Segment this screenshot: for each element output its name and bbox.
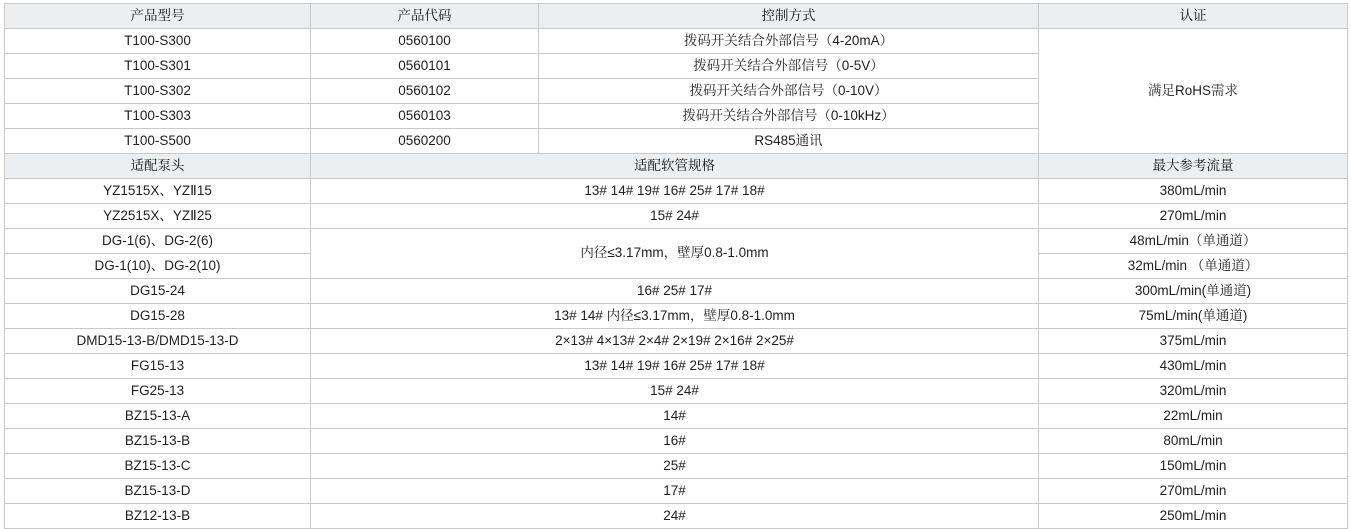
column-header-tube-spec: 适配软管规格 (311, 154, 1039, 179)
cell-certification: 满足RoHS需求 (1039, 29, 1348, 154)
column-header-max-flow: 最大参考流量 (1039, 154, 1348, 179)
cell-pump-head: BZ12-13-B (5, 504, 311, 529)
cell-pump-head: DMD15-13-B/DMD15-13-D (5, 329, 311, 354)
cell-pump-head: BZ15-13-C (5, 454, 311, 479)
cell-max-flow: 270mL/min (1039, 204, 1348, 229)
cell-pump-head: DG-1(6)、DG-2(6) (5, 229, 311, 254)
specification-table (4, 3, 1348, 529)
cell-tube-spec: 17# (311, 479, 1039, 504)
cell-code: 0560102 (311, 79, 539, 104)
cell-max-flow: 22mL/min (1039, 404, 1348, 429)
cell-pump-head: FG15-13 (5, 354, 311, 379)
cell-max-flow: 250mL/min (1039, 504, 1348, 529)
cell-tube-spec: 13# 14# 内径≤3.17mm，壁厚0.8-1.0mm (311, 304, 1039, 329)
cell-max-flow: 380mL/min (1039, 179, 1348, 204)
cell-max-flow: 270mL/min (1039, 479, 1348, 504)
cell-max-flow: 150mL/min (1039, 454, 1348, 479)
cell-control: 拨码开关结合外部信号（0-10V） (539, 79, 1039, 104)
cell-control: 拨码开关结合外部信号（0-5V） (539, 54, 1039, 79)
cell-tube-spec: 15# 24# (311, 204, 1039, 229)
cell-control: 拨码开关结合外部信号（0-10kHz） (539, 104, 1039, 129)
cell-model: T100-S303 (5, 104, 311, 129)
column-header-certification: 认证 (1039, 4, 1348, 29)
table-row (5, 479, 1348, 504)
table-row (5, 454, 1348, 479)
cell-tube-spec: 2×13# 4×13# 2×4# 2×19# 2×16# 2×25# (311, 329, 1039, 354)
cell-tube-spec: 13# 14# 19# 16# 25# 17# 18# (311, 179, 1039, 204)
column-header-code: 产品代码 (311, 4, 539, 29)
cell-max-flow: 48mL/min（单通道） (1039, 229, 1348, 254)
table-row (5, 229, 1348, 254)
cell-tube-spec: 16# 25# 17# (311, 279, 1039, 304)
table-row (5, 204, 1348, 229)
cell-model: T100-S300 (5, 29, 311, 54)
cell-pump-head: FG25-13 (5, 379, 311, 404)
cell-code: 0560103 (311, 104, 539, 129)
cell-max-flow: 430mL/min (1039, 354, 1348, 379)
cell-tube-spec: 15# 24# (311, 379, 1039, 404)
cell-pump-head: YZ1515X、YZⅡ15 (5, 179, 311, 204)
cell-pump-head: DG15-28 (5, 304, 311, 329)
cell-tube-spec: 16# (311, 429, 1039, 454)
column-header-model: 产品型号 (5, 4, 311, 29)
cell-code: 0560200 (311, 129, 539, 154)
cell-pump-head: YZ2515X、YZⅡ25 (5, 204, 311, 229)
cell-pump-head: DG-1(10)、DG-2(10) (5, 254, 311, 279)
cell-pump-head: BZ15-13-A (5, 404, 311, 429)
column-header-pump-head: 适配泵头 (5, 154, 311, 179)
cell-tube-spec: 内径≤3.17mm，壁厚0.8-1.0mm (311, 229, 1039, 279)
column-header-control: 控制方式 (539, 4, 1039, 29)
cell-code: 0560100 (311, 29, 539, 54)
cell-max-flow: 80mL/min (1039, 429, 1348, 454)
cell-model: T100-S301 (5, 54, 311, 79)
cell-max-flow: 300mL/min(单通道) (1039, 279, 1348, 304)
table-header-row-product (5, 4, 1348, 29)
cell-pump-head: BZ15-13-B (5, 429, 311, 454)
table-row (5, 329, 1348, 354)
cell-tube-spec: 14# (311, 404, 1039, 429)
table-row (5, 379, 1348, 404)
table-row (5, 354, 1348, 379)
cell-max-flow: 375mL/min (1039, 329, 1348, 354)
table-row (5, 279, 1348, 304)
cell-pump-head: DG15-24 (5, 279, 311, 304)
cell-max-flow: 32mL/min （单通道） (1039, 254, 1348, 279)
spec-sheet (0, 3, 1351, 529)
cell-tube-spec: 13# 14# 19# 16# 25# 17# 18# (311, 354, 1039, 379)
cell-model: T100-S500 (5, 129, 311, 154)
cell-model: T100-S302 (5, 79, 311, 104)
table-header-row-pumphead (5, 154, 1348, 179)
cell-control: RS485通讯 (539, 129, 1039, 154)
table-row (5, 304, 1348, 329)
table-row (5, 179, 1348, 204)
table-row (5, 429, 1348, 454)
cell-code: 0560101 (311, 54, 539, 79)
cell-control: 拨码开关结合外部信号（4-20mA） (539, 29, 1039, 54)
table-row (5, 404, 1348, 429)
cell-max-flow: 320mL/min (1039, 379, 1348, 404)
cell-pump-head: BZ15-13-D (5, 479, 311, 504)
cell-tube-spec: 24# (311, 504, 1039, 529)
table-row (5, 504, 1348, 529)
table-row (5, 29, 1348, 54)
cell-tube-spec: 25# (311, 454, 1039, 479)
cell-max-flow: 75mL/min(单通道) (1039, 304, 1348, 329)
